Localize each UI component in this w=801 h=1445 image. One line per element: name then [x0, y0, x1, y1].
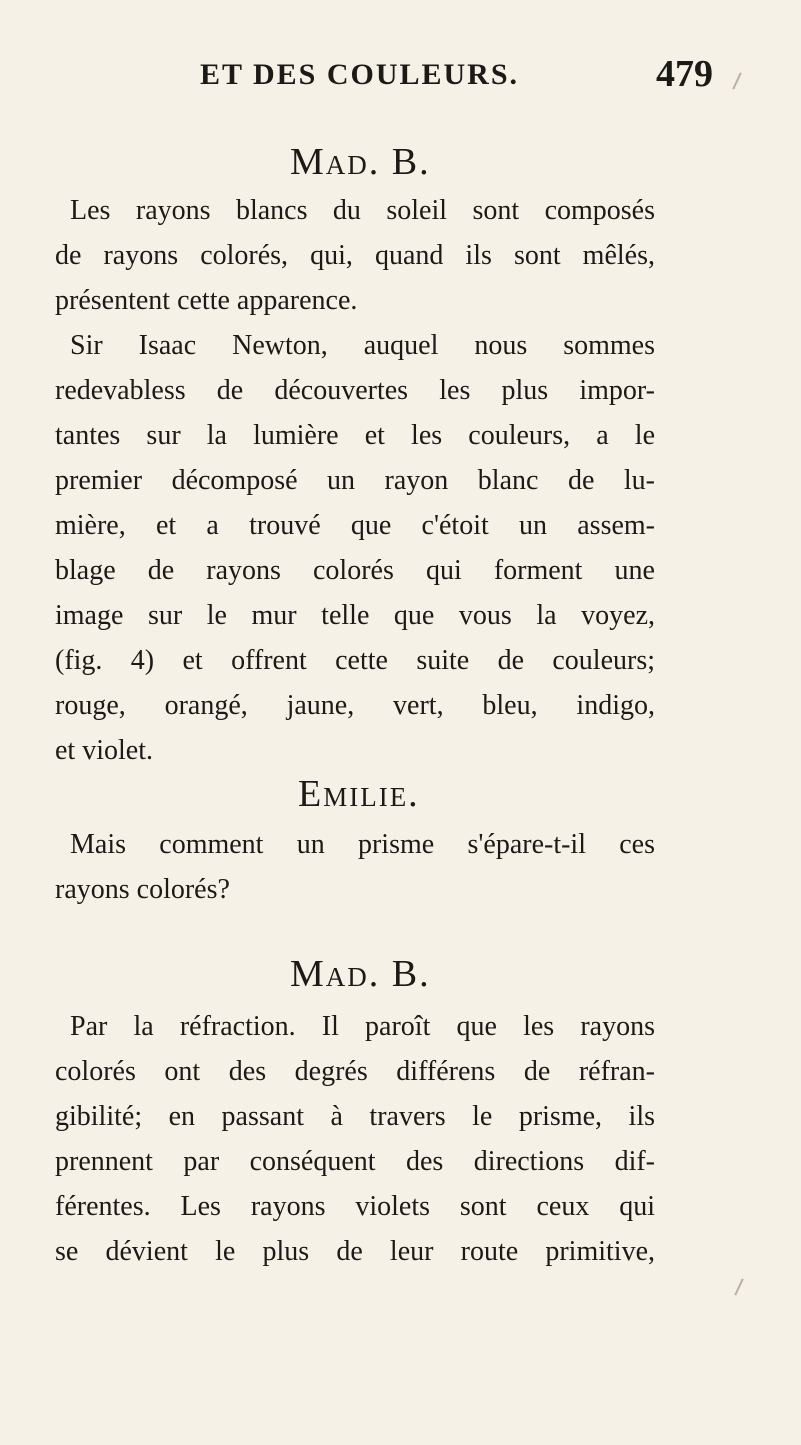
text-line: de rayons colorés, qui, quand ils sont mêlés, [55, 240, 655, 271]
paragraph-1 [55, 188, 655, 773]
page-header [200, 48, 720, 104]
text-line: rouge, orangé, jaune, vert, bleu, indigo, [55, 690, 655, 721]
speaker-heading [290, 952, 431, 996]
speaker-heading [298, 772, 420, 816]
text-line: blage de rayons colorés qui forment une [55, 555, 655, 586]
running-head: ET DES COULEURS. [200, 58, 520, 91]
text-line: se dévient le plus de leur route primitive, [55, 1236, 655, 1267]
text-line: colorés ont des degrés différens de réfran- [55, 1056, 655, 1087]
text-line: (fig. 4) et offrent cette suite de couleurs; [55, 645, 655, 676]
speaker-heading [290, 140, 431, 184]
text-line: tantes sur la lumière et les couleurs, a le [55, 420, 655, 451]
text-line: et violet. [55, 735, 153, 766]
text-line: Les rayons blancs du soleil sont composés [70, 195, 655, 226]
text-line: redevabless de découvertes les plus impor- [55, 375, 655, 406]
text-line: prennent par conséquent des directions dif- [55, 1146, 655, 1177]
text-line: férentes. Les rayons violets sont ceux qui [55, 1191, 655, 1222]
text-line: rayons colorés? [55, 874, 230, 905]
page-number: 479 [656, 53, 713, 95]
text-line: image sur le mur telle que vous la voyez, [55, 600, 655, 631]
paper-speck [732, 72, 741, 89]
speaker-name: Mad. B. [290, 141, 431, 183]
paragraph-3 [55, 1004, 655, 1274]
paragraph-2 [55, 822, 655, 912]
text-line: présentent cette apparence. [55, 285, 358, 316]
text-line: gibilité; en passant à travers le prisme, ils [55, 1101, 655, 1132]
text-line: mière, et a trouvé que c'étoit un assem- [55, 510, 655, 541]
text-line: Par la réfraction. Il paroît que les rayons [70, 1011, 655, 1042]
text-line: premier décomposé un rayon blanc de lu- [55, 465, 655, 496]
speaker-name: Emilie. [298, 773, 420, 815]
speaker-name: Mad. B. [290, 953, 431, 995]
paper-speck [734, 1278, 743, 1295]
text-line: Mais comment un prisme s'épare-t-il ces [70, 829, 655, 860]
text-line: Sir Isaac Newton, auquel nous sommes [70, 330, 655, 361]
